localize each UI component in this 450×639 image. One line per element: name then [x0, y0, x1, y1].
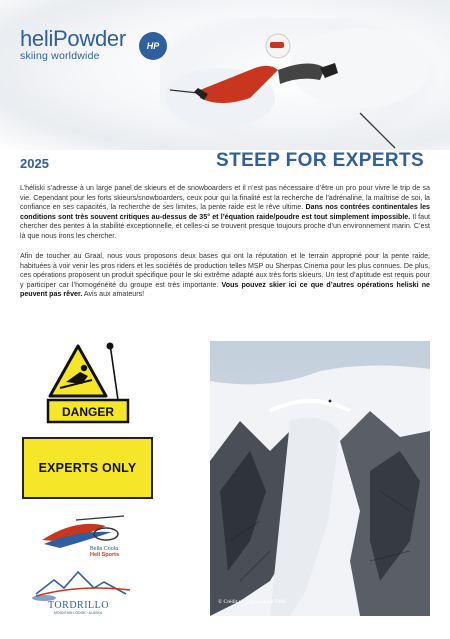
page-title: STEEP FOR EXPERTS [216, 150, 425, 171]
bella-coola-name: Bella Coola [90, 546, 119, 552]
tordrillo-name: TORDRILLO [48, 600, 109, 611]
hp-badge-icon: HP [139, 32, 167, 60]
bases-lead-text: Afin de toucher au Graal, nous vous proposons deux bases qui ont la réputation et le terrain approprié pour la pente raide, habituées à voir venir les pros riders et les sociétés de production telles MSP ou Sherpas Cinema pour les plus connues. De plus, ces opérations proposent un produit spécifique pour le ski extrême adapté aux très forts skieurs. Un test d’aptitude est requis pour y participer car l’homogénéité du groupe est très importante. [20, 252, 430, 289]
intro-lead-text: L’héliski s’adresse à un large panel de skieurs et de snowboarders et il n’est pas nécessaire d’être un pro pour vivre le trip de sa vie. Cependant pour les forts skieurs/snowboarders, ceux pour qui la finalité est la recherche de l’adrénaline, la maîtrise de soi, la confiance en ses capacités, la recherche de ses limites, la pente raide est le rêve ultime. [20, 184, 430, 212]
bella-coola-tag: Heli Sports [90, 552, 120, 558]
bases-paragraph [20, 252, 430, 300]
year-label: 2025 [20, 156, 49, 171]
bases-bold-text: Vous pouvez skier ici ce que d’autres opérations heliski ne peuvent pas rêver. [20, 280, 430, 299]
skier-powder-photo [160, 18, 450, 150]
tiny-skier-icon [329, 400, 332, 403]
danger-warning-sign [44, 338, 132, 426]
intro-paragraph [20, 184, 430, 242]
logo-wordmark: heliPowder [20, 26, 126, 51]
logo-tagline: skiing worldwide [20, 50, 100, 62]
falling-skier-icon [81, 365, 87, 371]
steep-couloir-photo [210, 341, 430, 616]
experts-only-sign: EXPERTS ONLY [22, 437, 153, 499]
danger-label: DANGER [61, 405, 115, 419]
tordrillo-tagline: MOUNTAIN LODGE · ALASKA [54, 611, 103, 615]
hero-banner [0, 0, 450, 150]
tordrillo-logo[interactable] [30, 566, 140, 616]
photo-credit: © Crédit photographique TML [218, 599, 287, 605]
bella-coola-logo[interactable] [36, 512, 136, 562]
intro-bold-text: Dans nos contrées continentales les conditions sont très souvent critiques au-dessus de 35° et l’équation raide/poudre est tout simplement impossible. [20, 203, 431, 221]
bases-tail-text: Avis aux amateurs! [82, 290, 145, 299]
intro-tail-text: Il faut chercher des pentes à la stabilité exceptionnelle, et celles-ci se trouvent presque toujours proche d’un environnement marin. C’est là que nous irons les chercher. [20, 212, 430, 240]
heliPowder-logo[interactable] [20, 26, 126, 62]
